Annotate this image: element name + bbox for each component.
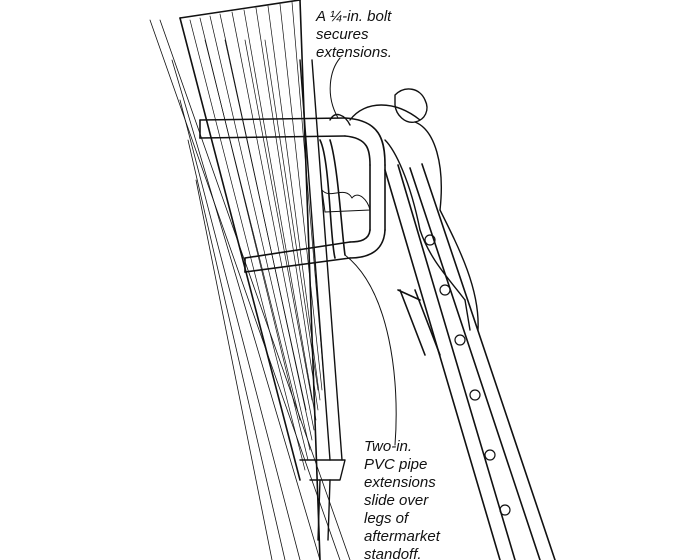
callout-pvc-line-2: PVC pipe (364, 456, 428, 473)
callout-pvc-line-4: slide over (364, 492, 429, 509)
callout-pvc-line-1: Two-in. (364, 438, 413, 455)
callout-pvc-line-6: aftermarket (364, 528, 440, 545)
callout-pvc-line-5: legs of (364, 510, 409, 527)
worker-figure (330, 89, 478, 330)
callout-bolt-line-2: secures (316, 26, 369, 43)
callout-pvc-extensions (364, 438, 440, 560)
callout-bolt-line-1: A ¼-in. bolt (316, 8, 392, 25)
callout-leaders (330, 58, 396, 445)
callout-bolt-line-3: extensions. (316, 44, 392, 61)
callout-pvc-line-7: standoff. (364, 546, 422, 560)
callout-bolt (316, 8, 392, 62)
callout-pvc-line-3: extensions (364, 474, 436, 491)
standoff-upper-arm (200, 118, 385, 165)
